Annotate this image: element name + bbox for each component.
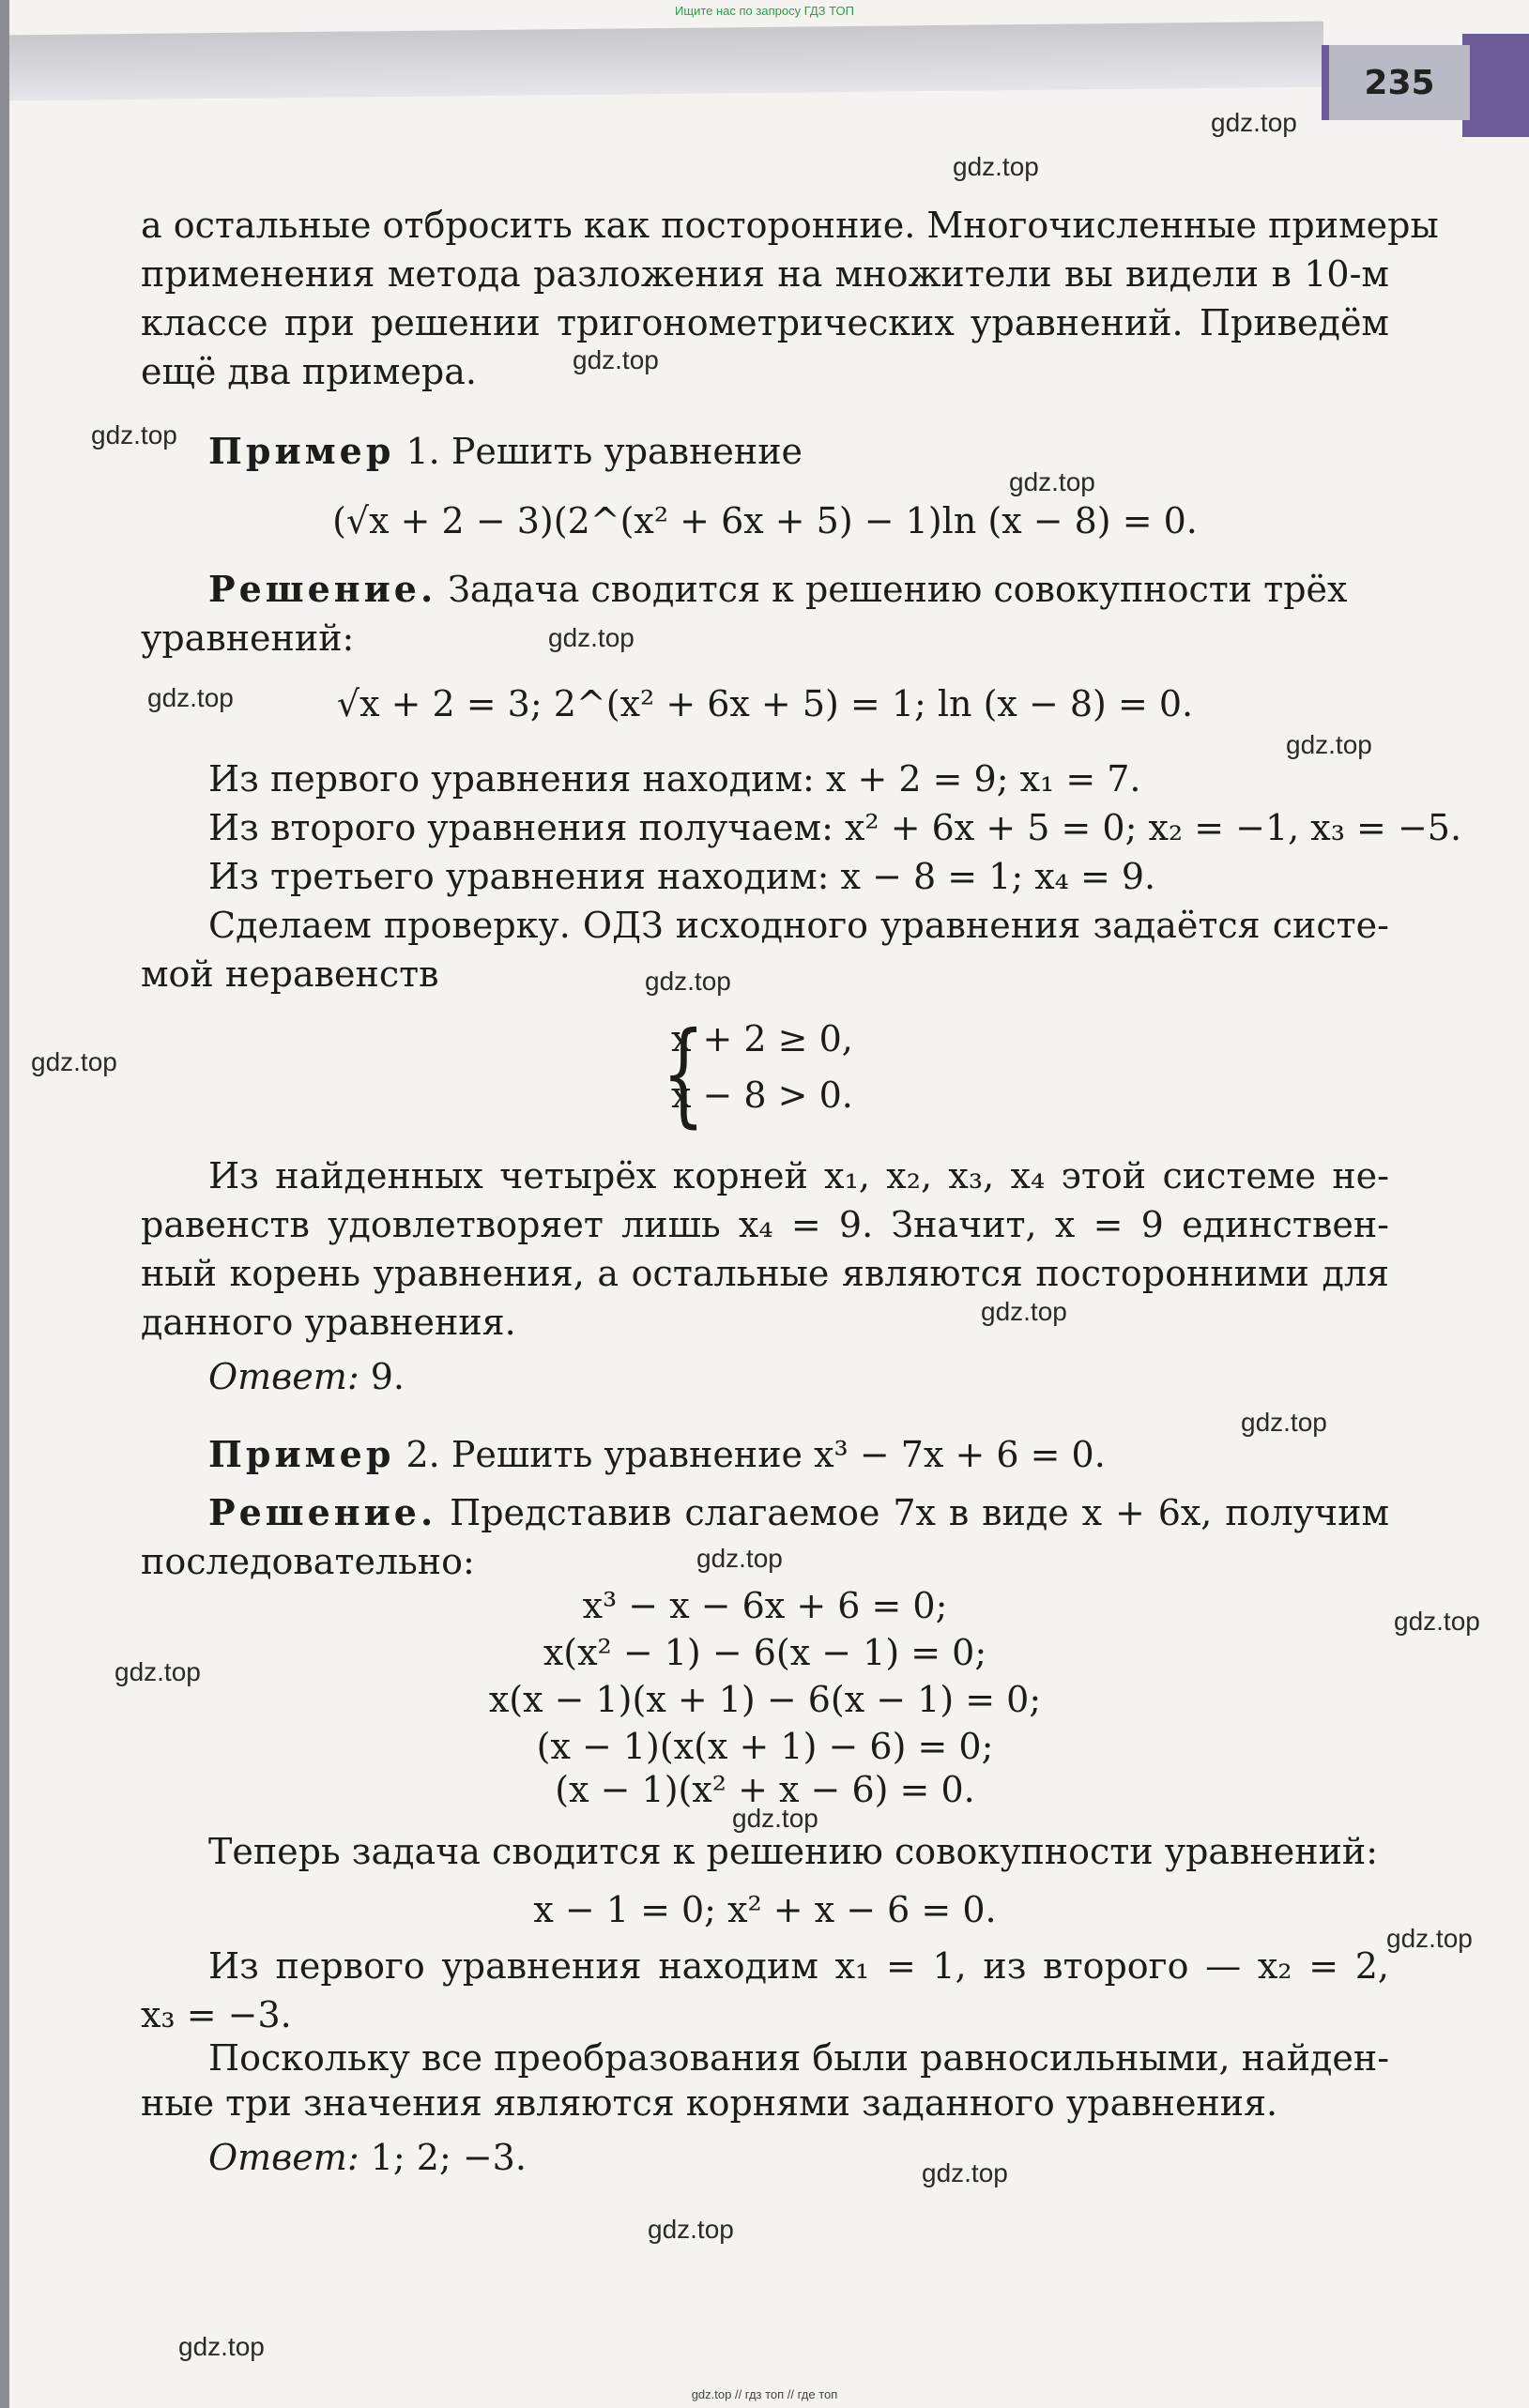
watermark: gdz.top (91, 420, 177, 450)
watermark: gdz.top (696, 1544, 783, 1573)
watermark: gdz.top (645, 967, 731, 996)
conclusion-line: данного уравнения. (141, 1302, 516, 1343)
pair-equations: x − 1 = 0; x² + x − 6 = 0. (533, 1889, 997, 1930)
conclusion-line: равенств удовлетворяет лишь x₄ = 9. Значит, x = 9 единствен- (141, 1204, 1389, 1245)
solution-text-cont: уравнений: (141, 617, 355, 659)
example2-label: Пример (208, 1433, 395, 1475)
example1-equation: (√x + 2 − 3)(2^(x² + 6x + 5) − 1)ln (x − 8) = 0. (332, 500, 1198, 541)
page-left-edge (0, 0, 9, 2408)
final-line: ные три значения являются корнями заданного уравнения. (141, 2082, 1278, 2124)
watermark: gdz.top (147, 683, 234, 712)
chain-line: (x − 1)(x² + x − 6) = 0. (555, 1769, 975, 1810)
example2-heading (208, 1431, 1389, 1478)
conclusion-line: ный корень уравнения, а остальные являются посторонними для (141, 1253, 1389, 1294)
example1-answer (208, 1353, 1389, 1400)
intro-line: а остальные отбросить как посторонние. Многочисленные примеры (141, 205, 1439, 246)
system-line: x + 2 ≥ 0, (671, 1018, 853, 1059)
answer-label: Ответ: (208, 1356, 359, 1397)
example1-title: 1. Решить уравнение (405, 431, 803, 472)
page-number: 235 (1322, 45, 1470, 120)
watermark: gdz.top (648, 2215, 734, 2244)
watermark: gdz.top (1241, 1408, 1327, 1437)
watermark: gdz.top (178, 2332, 265, 2361)
chain-line: x(x − 1)(x + 1) − 6(x − 1) = 0; (488, 1679, 1042, 1720)
solution-text-cont: последовательно: (141, 1541, 475, 1582)
step-line: Из третьего уравнения находим: x − 8 = 1; x₄ = 9. (208, 856, 1156, 897)
answer-value: 1; 2; −3. (359, 2137, 527, 2178)
answer-label: Ответ: (208, 2137, 359, 2178)
watermark: gdz.top (1009, 467, 1095, 496)
step-line: Из первого уравнения находим: x + 2 = 9; x₁ = 7. (208, 758, 1141, 800)
solution-text: Представив слагаемое 7x в виде x + 6x, получим (436, 1492, 1389, 1533)
solution-text: Задача сводится к решению совокупности трёх (436, 569, 1348, 610)
bottom-note: gdz.top // гдз топ // где топ (691, 2387, 838, 2401)
system-brace: { (662, 1009, 706, 1139)
example2-answer (208, 2134, 1389, 2181)
chain-line: (x − 1)(x(x + 1) − 6) = 0; (536, 1726, 994, 1767)
example2-solution (208, 1489, 1389, 1536)
watermark: gdz.top (1386, 1924, 1473, 1953)
check-line: мой неравенств (141, 953, 439, 995)
reduce-line: Теперь задача сводится к решению совокупности уравнений: (208, 1831, 1379, 1872)
watermark: gdz.top (981, 1297, 1067, 1326)
watermark: gdz.top (115, 1657, 201, 1686)
step-line: Из второго уравнения получаем: x² + 6x + 5 = 0; x₂ = −1, x₃ = −5. (208, 807, 1462, 848)
watermark: gdz.top (1394, 1607, 1480, 1636)
example2-title: 2. Решить уравнение x³ − 7x + 6 = 0. (405, 1434, 1106, 1475)
watermark: gdz.top (1286, 730, 1372, 759)
example1-heading (208, 428, 1389, 475)
answer-value: 9. (359, 1356, 405, 1397)
page-number-strip (1462, 34, 1529, 137)
system-line: x − 8 > 0. (671, 1074, 853, 1116)
watermark: gdz.top (31, 1047, 117, 1076)
conclusion-line: Из найденных четырёх корней x₁, x₂, x₃, x₄ этой системе не- (208, 1155, 1389, 1196)
intro-line: применения метода разложения на множители вы видели в 10-м (141, 253, 1389, 295)
intro-line: ещё два примера. (141, 351, 477, 392)
watermark: gdz.top (573, 345, 659, 374)
check-line: Сделаем проверку. ОДЗ исходного уравнения задаётся систе- (208, 905, 1389, 946)
roots-line: x₃ = −3. (141, 1994, 292, 2035)
three-equations: √x + 2 = 3; 2^(x² + 6x + 5) = 1; ln (x − 8) = 0. (336, 683, 1194, 724)
top-note: Ищите нас по запросу ГДЗ ТОП (675, 4, 854, 18)
watermark: gdz.top (1211, 108, 1297, 137)
intro-line: классе при решении тригонометрических уравнений. Приведём (141, 302, 1389, 343)
final-line: Поскольку все преобразования были равносильными, найден- (208, 2037, 1390, 2079)
watermark: gdz.top (732, 1804, 818, 1833)
header-band (9, 22, 1323, 101)
solution-label: Решение. (208, 568, 437, 610)
example1-label: Пример (208, 430, 395, 472)
solution-label: Решение. (208, 1491, 437, 1533)
example1-solution (208, 566, 1389, 613)
watermark: gdz.top (953, 152, 1039, 181)
chain-line: x(x² − 1) − 6(x − 1) = 0; (543, 1632, 987, 1673)
chain-line: x³ − x − 6x + 6 = 0; (582, 1585, 948, 1626)
watermark: gdz.top (548, 623, 635, 652)
watermark: gdz.top (922, 2158, 1008, 2187)
roots-line: Из первого уравнения находим x₁ = 1, из второго — x₂ = 2, (208, 1945, 1389, 1987)
